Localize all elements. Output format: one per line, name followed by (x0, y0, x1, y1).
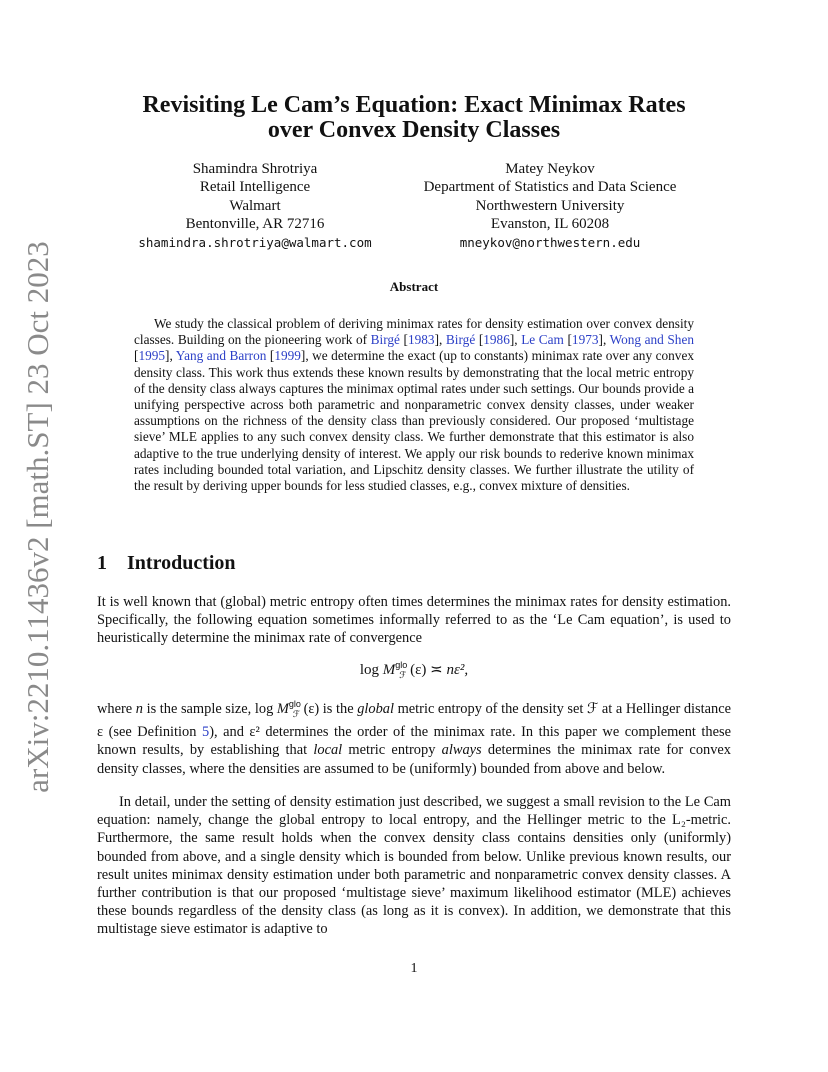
equation-argument: (ε) ≍ (406, 662, 447, 678)
abstract-heading: Abstract (389, 279, 439, 294)
author-affiliation-line: Evanston, IL 60208 (490, 216, 610, 233)
author-affiliation-line: Walmart (229, 197, 281, 214)
intro-paragraph-3 (97, 793, 731, 939)
section-heading (97, 552, 236, 575)
author-name: Matey Neykov (505, 161, 595, 177)
definition-link[interactable]: 5 (201, 724, 210, 741)
author-affiliation-line: Retail Intelligence (199, 179, 311, 196)
author-email: shamindra.shrotriya@walmart.com (138, 234, 372, 250)
section-title: Introduction (127, 552, 236, 574)
author-affiliation-line: Bentonville, AR 72716 (185, 216, 325, 233)
abstract-paragraph: We study the classical problem of deriving minimax rates for density estimation over convex density classes. Building on the pioneering work of Birgé [1983], Birgé [1986], Le Cam [1973], Wong and Shen [1995], Yang and Barron [1999], we determine the exact (up to constants) minimax rate over any convex density class. This work thus extends these known results by demonstrating that the local metric entropy of the density class always captures the minimax optimal rates under such settings. Our bounds provide a unifying perspective across both parametric and nonparametric convex density classes, under weaker assumptions on the richness of the density class than previously considered. Our proposed ‘multistage sieve’ MLE applies to any such convex density class. We further demonstrate that this estimator is also adaptive to the true underlying density of interest. We apply our risk bounds to rederive known minimax rates including bounded total variation, and Lipschitz density classes. We further illustrate the utility of the result by deriving upper bounds for less studied classes, e.g., convex mixture of densities. (134, 316, 694, 494)
abstract-text: We study the classical problem of deriving minimax rates for density estimation over convex density classes. Building on the pioneering work of (134, 316, 694, 348)
math-symbol-n: n (135, 701, 143, 717)
citation-year-link[interactable]: 1999 (274, 348, 301, 364)
intro-paragraph-1 (97, 593, 731, 648)
abstract-text: , we determine the exact (up to constants) minimax rate over any convex density class. This work thus extends these known results by demonstrating that the local metric entropy of the density class always captures the minimax optimal rates under such settings. Our bounds provide a unifying perspective across both parametric and nonparametric convex density classes, under weaker assumptions on the richness of the density class than previously considered. Our proposed ‘multistage sieve’ MLE applies to any such convex density class. We further demonstrate that this estimator is also adaptive to the true underlying density of interest. We apply our risk bounds to rederive known minimax rates including bounded total variation, and Lipschitz density classes. We further illustrate the utility of the result by deriving upper bounds for less studied classes, e.g., convex mixture of densities. (134, 348, 694, 494)
text-run: (ε) is the (299, 701, 358, 717)
abstract-body (134, 316, 694, 494)
intro-paragraph-2 (97, 695, 731, 778)
author-email: mneykov@northwestern.edu (459, 234, 641, 250)
title-line-2: over Convex Density Classes (267, 117, 561, 143)
author-block-1 (100, 160, 410, 252)
text-run: ), and ε² determines the order of the minimax rate. In this paper we complement these known results, by establishing that (97, 724, 731, 759)
citation-year-link[interactable]: 1973 (571, 332, 599, 348)
equation-superscript: glo (395, 660, 408, 670)
equation-rhs: nε², (446, 662, 469, 678)
paragraph-text: It is well known that (global) metric entropy often times determines the minimax rates for density estimation. Specifically, the following equation sometimes informally referred to as the ‘Le Cam equation’, is used to heuristically determine the minimax rate of convergence (97, 594, 731, 647)
paragraph-text: In detail, under the setting of density estimation just described, we suggest a small revision to the Le Cam equation: namely, change the global entropy to local entropy, and the Hellinger metric to the L₂-metric. Furthermore, the same result holds when the convex density class contains densities only (uniformly) bounded from above, and a single density which is bounded from below. Unlike previous known results, our result unites minimax density estimation under both parametric and nonparametric convex density classes. A further contribution is that our proposed ‘multistage sieve’ maximum likelihood estimator (MLE) achieves these bounds regardless of the density class (as long as it is convex). In addition, we demonstrate that this multistage sieve estimator is adaptive to (97, 794, 731, 938)
math-symbol-m: M (276, 701, 289, 717)
citation-year-link[interactable]: 1995 (138, 348, 166, 364)
text-run: is the sample size, log (142, 701, 277, 717)
text-run: determines the minimax rate for convex density classes, where the densities are assumed to be (uniformly) bounded from above and below. (97, 742, 731, 777)
author-affiliation-line: Department of Statistics and Data Science (423, 179, 677, 196)
equation-subscript: ℱ (399, 670, 407, 680)
equation-log: log (359, 662, 383, 678)
section-number: 1 (97, 552, 107, 574)
paragraph-text (97, 695, 731, 778)
title-line-1: Revisiting Le Cam’s Equation: Exact Minimax Rates (142, 92, 686, 118)
paper-title (60, 93, 768, 143)
citation-link[interactable]: Birgé (370, 332, 400, 348)
emphasis-local: local (313, 742, 343, 759)
citation-link[interactable]: Wong and Shen (609, 332, 694, 348)
arxiv-identifier-text: arXiv:2210.11436v2 [math.ST] 23 Oct 2023 (20, 241, 55, 793)
display-equation (0, 660, 828, 681)
citation-link[interactable]: Le Cam (521, 332, 564, 348)
equation-symbol-m: M (382, 662, 396, 678)
page-number: 1 (410, 961, 418, 976)
author-block-2 (400, 160, 700, 252)
math-superscript: glo (288, 699, 301, 709)
arxiv-identifier-stamp (16, 241, 60, 793)
citation-year-link[interactable]: 1983 (407, 332, 435, 348)
citation-link[interactable]: Birgé (445, 332, 476, 348)
emphasis-always: always (441, 742, 482, 759)
text-run: metric entropy of the density set ℱ at a Hellinger distance ε (see Definition (97, 701, 731, 741)
emphasis-global: global (357, 701, 394, 717)
text-run: where (97, 701, 136, 717)
author-affiliation-line: Northwestern University (475, 197, 625, 214)
citation-link[interactable]: Yang and Barron (175, 348, 267, 364)
text-run: metric entropy (342, 742, 442, 759)
math-subscript: ℱ (292, 709, 300, 719)
citation-year-link[interactable]: 1986 (483, 332, 510, 348)
author-name: Shamindra Shrotriya (192, 161, 318, 177)
